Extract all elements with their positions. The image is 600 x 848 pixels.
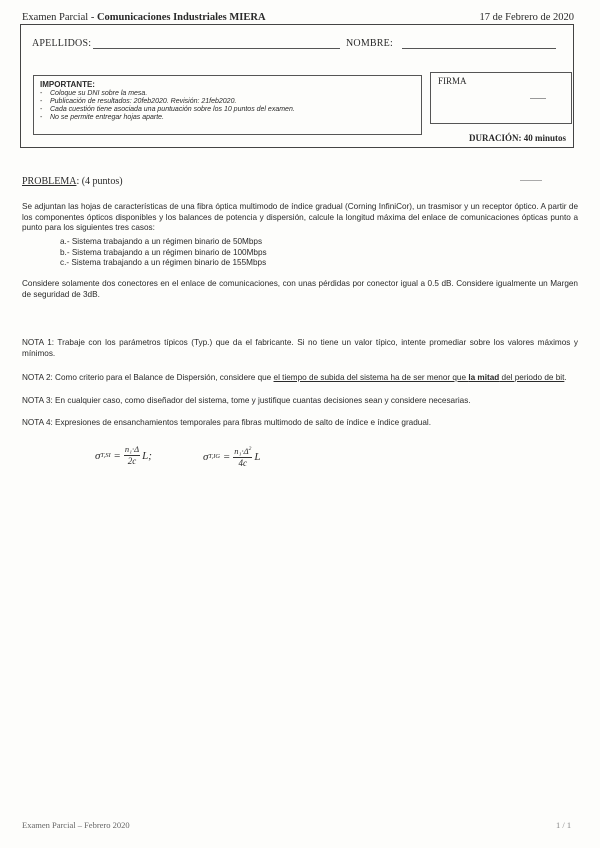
footer-text: Examen Parcial – Febrero 2020 (22, 820, 130, 830)
nota-2-emphasis: el tiempo de subida del sistema ha de ser menor que la mitad del periodo de bit (273, 373, 565, 382)
important-item: - No se permite entregar hojas aparte. (40, 114, 415, 122)
important-notice (33, 75, 422, 135)
nombre-field[interactable] (402, 48, 556, 49)
important-title: IMPORTANTE: (40, 80, 95, 89)
formula-step-index: σ T,SI = $\frac{\text{n₁·Δ}}{2c}$ L; (95, 444, 152, 466)
case-item: a.- Sistema trabajando a un régimen binario de 50Mbps (60, 237, 263, 246)
fraction: $\frac{n_1\cdot\Delta^2}{4c}$ (234, 446, 252, 468)
apellidos-label: APELLIDOS: (32, 38, 92, 49)
formula-graded-index: σ T,IG = $\frac{n_1\cdot\Delta^2}{4c}$ L (203, 446, 261, 468)
important-item: - Cada cuestión tiene asociada una puntuación sobre los 10 puntos del examen. (40, 106, 415, 114)
case-item: b.- Sistema trabajando a un régimen binario de 100Mbps (60, 247, 267, 257)
problem-intro: Se adjuntan las hojas de características de una fibra óptica multimodo de índice gradual (Corning InfiniCor), un trasmisor y un receptor óptico. A partir de los componentes ópticos disponibles y los balances de potencia y dispersión, calcule la longitud máxima del enlace de comunicaciones ópticas punto a punto para los siguientes tres casos: (22, 202, 578, 233)
problem-title: PROBLEMA (22, 176, 77, 187)
exam-date: 17 de Febrero de 2020 (479, 12, 574, 23)
important-item: - Publicación de resultados: 20feb2020. Revisión: 21feb2020. (40, 98, 415, 106)
nota-2: NOTA 2: Como criterio para el Balance de Dispersión, considere que el tiempo de subida del sistema ha de ser menor que la mitad del periodo de bit. (22, 373, 567, 382)
nota-4: NOTA 4: Expresiones de ensanchamientos temporales para fibras multimodo de salto de índice e índice gradual. (22, 418, 431, 427)
nota-3: NOTA 3: En cualquier caso, como diseñador del sistema, tome y justifique cuantas decisiones sean y considere necesarias. (22, 396, 471, 405)
signature-mark (530, 98, 546, 99)
connector-paragraph: Considere solamente dos conectores en el enlace de comunicaciones, con unas pérdidas por conector igual a 0.5 dB. Considere igualmente un Margen de seguridad de 3dB. (22, 279, 578, 299)
page-number: 1 / 1 (556, 820, 572, 830)
apellidos-field[interactable] (93, 48, 340, 49)
nota-1: NOTA 1: Trabaje con los parámetros típicos (Typ.) que da el fabricante. Si no tiene un valor típico, intente promediar sobre los valores máximos y mínimos. (22, 338, 578, 358)
firma-label: FIRMA (438, 76, 467, 86)
fraction: $\frac{\text{n₁·Δ}}{2c}$ (124, 444, 140, 466)
case-list (60, 237, 267, 269)
exam-type: Examen Parcial (22, 12, 89, 23)
exam-header: Examen Parcial - Comunicaciones Industriales MIERA (22, 12, 266, 23)
margin-mark (520, 180, 542, 181)
problem-heading (22, 176, 123, 187)
nombre-label: NOMBRE: (346, 38, 393, 49)
problem-points: : (4 puntos) (76, 176, 123, 187)
important-item: - Coloque su DNI sobre la mesa. (40, 90, 415, 98)
course-name: Comunicaciones Industriales MIERA (96, 12, 266, 23)
duration-label: DURACIÓN: 40 minutos (469, 133, 567, 143)
important-list (40, 90, 415, 122)
case-item: c.- Sistema trabajando a un régimen binario de 155Mbps (60, 258, 267, 268)
